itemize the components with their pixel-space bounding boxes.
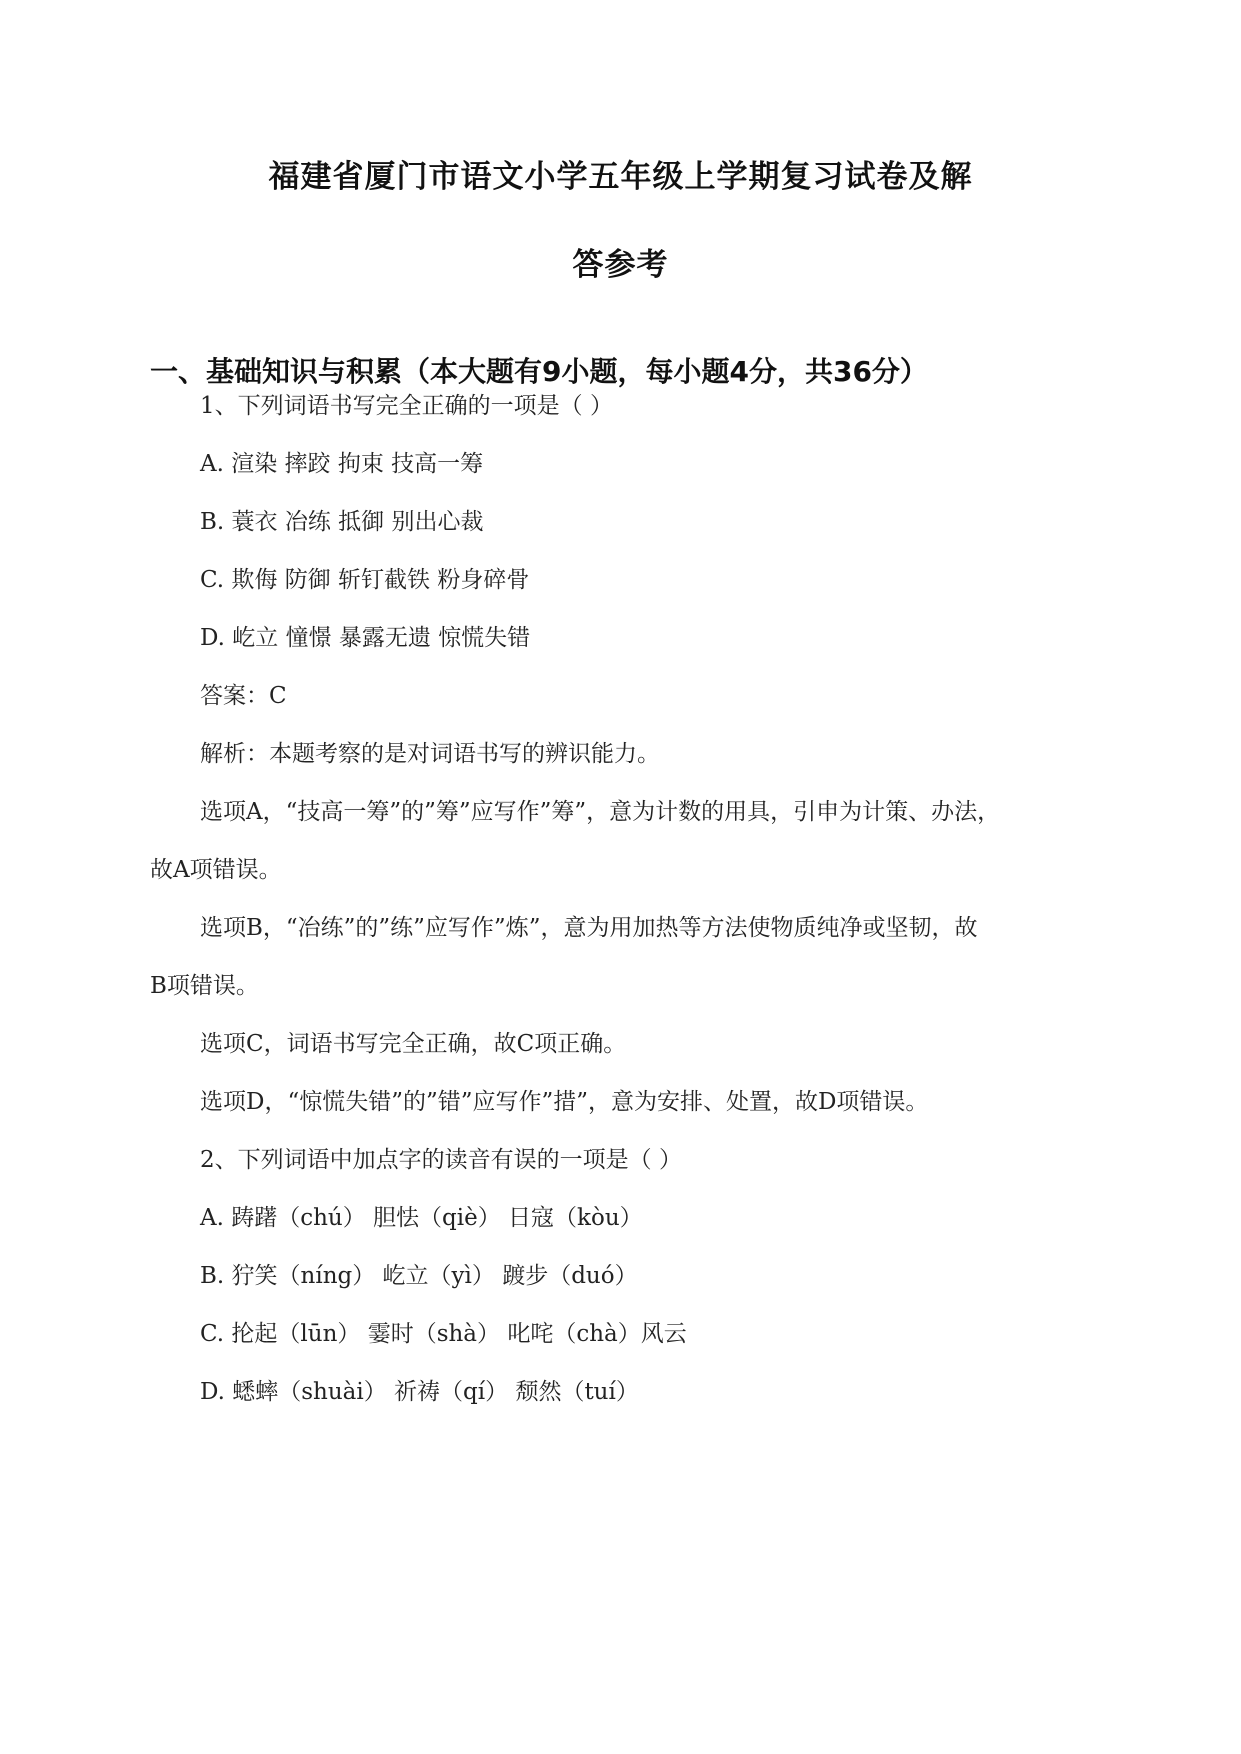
question-1-option-c: C. 欺侮 防御 斩钉截铁 粉身碎骨 [200,567,530,593]
question-1-stem: 1、下列词语书写完全正确的一项是（ ） [200,393,613,419]
question-2-option-b: B. 狞笑（níng） 屹立（yì） 踱步（duó） [200,1263,638,1289]
question-2-option-a: A. 踌躇（chú） 胆怯（qiè） 日寇（kòu） [200,1205,643,1231]
document-title-line-1: 福建省厦门市语文小学五年级上学期复习试卷及解 [268,159,973,195]
question-1-explanation-a: 选项A，“技高一筹”的”筹”应写作”筹”，意为计数的用具，引申为计策、办法， [200,799,1001,825]
question-1-option-a: A. 渲染 摔跤 拘束 技高一筹 [200,451,484,477]
question-2-stem: 2、下列词语中加点字的读音有误的一项是（ ） [200,1147,682,1173]
question-2-option-d: D. 蟋蟀（shuài） 祈祷（qí） 颓然（tuí） [200,1379,639,1405]
question-1-option-b: B. 蓑衣 冶练 抵御 别出心裁 [200,509,484,535]
question-1-explanation-b: 选项B，“冶练”的”练”应写作”炼”，意为用加热等方法使物质纯净或坚韧，故 [200,915,978,941]
question-1-explanation-b-continued: B项错误。 [150,973,259,999]
question-2-option-c: C. 抡起（lūn） 霎时（shà） 叱咤（chà）风云 [200,1321,687,1347]
document-title-line-2: 答参考 [572,247,669,283]
question-1-explanation-d: 选项D，“惊慌失错”的”错”应写作”措”，意为安排、处置，故D项错误。 [200,1089,929,1115]
question-1-analysis: 解析：本题考察的是对词语书写的辨识能力。 [200,741,660,767]
question-1-answer: 答案：C [200,683,287,709]
section-heading: 一、基础知识与积累（本大题有9小题，每小题4分，共36分） [150,355,928,388]
question-1-option-d: D. 屹立 憧憬 暴露无遗 惊慌失错 [200,625,531,651]
question-1-explanation-a-continued: 故A项错误。 [150,857,282,883]
question-1-explanation-c: 选项C，词语书写完全正确，故C项正确。 [200,1031,627,1057]
